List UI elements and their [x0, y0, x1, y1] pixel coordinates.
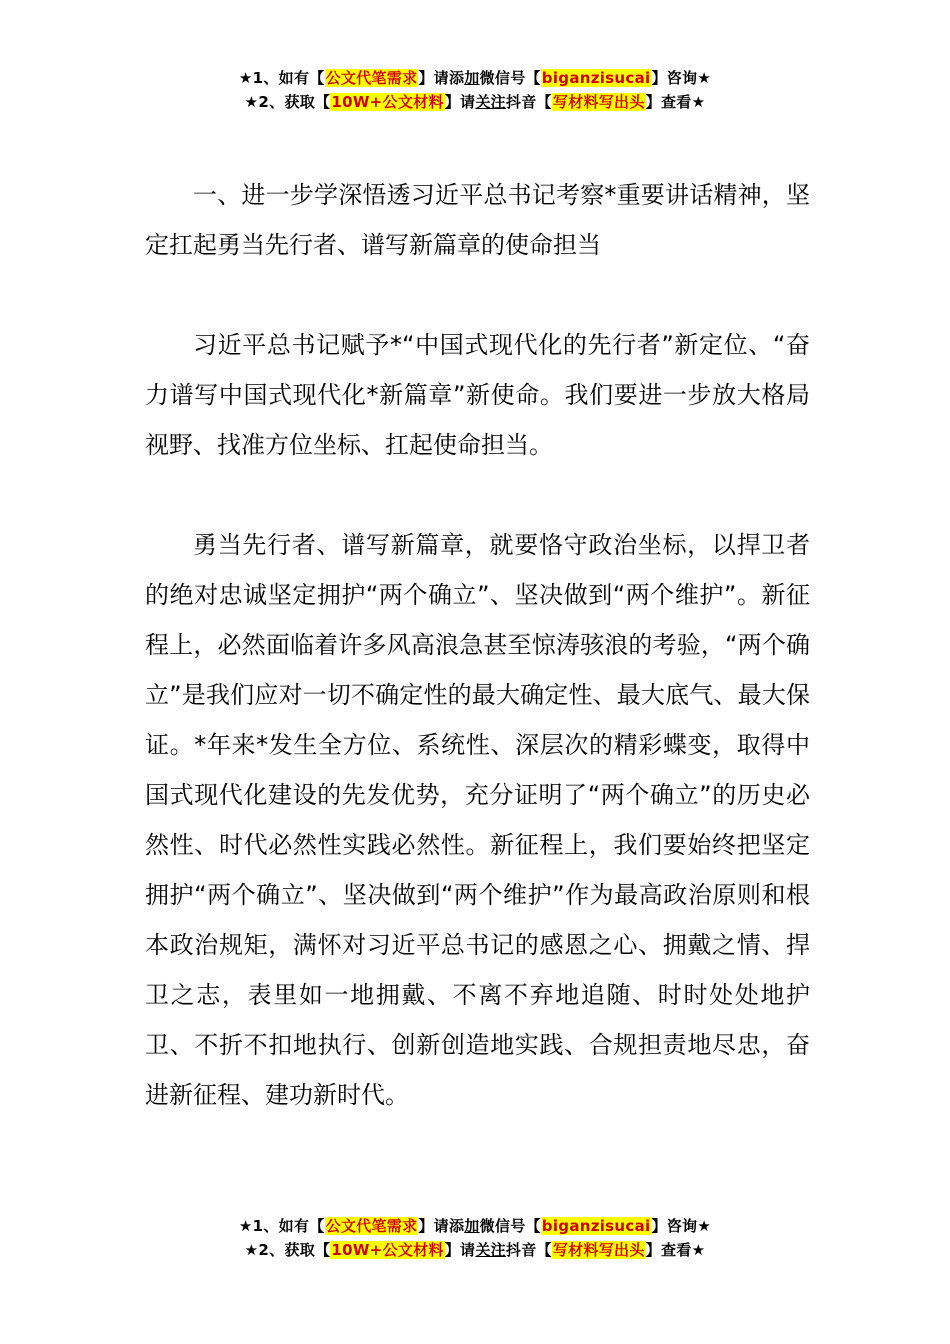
banner-text: 微信号【 [479, 1217, 541, 1235]
banner-highlight: 写材料写出头 [552, 93, 645, 111]
banner-underlined-text: 加 [464, 69, 480, 87]
banner-text: 】请添 [418, 1217, 465, 1235]
banner-text: 】请 [444, 1241, 476, 1259]
banner-underlined-text: 关注 [475, 93, 506, 111]
banner-text: 抖音【 [505, 93, 552, 111]
banner-text: ★2、获取【 [244, 1241, 331, 1259]
banner-text: 】请添 [418, 69, 465, 87]
banner-underlined-text: 关注 [475, 1241, 506, 1259]
banner-line-2 [0, 90, 950, 114]
header-banner [0, 66, 950, 114]
banner-text: 】咨询★ [651, 69, 712, 87]
banner-text: 】咨询★ [651, 1217, 712, 1235]
paragraph: 勇当先行者、谱写新篇章，就要恪守政治坐标，以捍卫者的绝对忠诚坚定拥护“两个确立”、坚决做到“两个维护”。新征程上，必然面临着许多风高浪急甚至惊涛骇浪的考验，“两个确立”是我们应对一切不确定性的最大确定性、最大底气、最大保证。*年来*发生全方位、系统性、深层次的精彩蝶变，取得中国式现代化建设的先发优势，充分证明了“两个确立”的历史必然性、时代必然性实践必然性。新征程上，我们要始终把坚定拥护“两个确立”、坚决做到“两个维护”作为最高政治原则和根本政治规矩，满怀对习近平总书记的感恩之心、拥戴之情、捍卫之志，表里如一地拥戴、不离不弃地追随、时时处处地护卫、不折不扣地执行、创新创造地实践、合规担责地尽忠，奋进新征程、建功新时代。 [145, 531, 810, 1109]
banner-highlight: 写材料写出头 [552, 1241, 645, 1259]
banner-underlined-text: 加 [464, 1217, 480, 1235]
footer-banner [0, 1214, 950, 1262]
document-body [145, 170, 810, 1120]
banner-text: 微信号【 [479, 69, 541, 87]
banner-text: ★1、如有【 [238, 69, 325, 87]
section-heading: 一、进一步学深悟透习近平总书记考察*重要讲话精神，坚定扛起勇当先行者、谱写新篇章的使命担当 [145, 181, 810, 259]
banner-text: ★1、如有【 [238, 1217, 325, 1235]
banner-line-1 [0, 66, 950, 90]
banner-highlight: 公文代笔需求 [325, 69, 418, 87]
banner-highlight: 10W+公文材料 [331, 1241, 444, 1259]
banner-highlight: 公文代笔需求 [325, 1217, 418, 1235]
banner-text: 抖音【 [505, 1241, 552, 1259]
banner-text: 】查看★ [645, 1241, 706, 1259]
banner-line-2 [0, 1238, 950, 1262]
banner-text: 】请 [444, 93, 476, 111]
banner-highlight: biganzisucai [541, 1217, 651, 1235]
banner-text: 】查看★ [645, 93, 706, 111]
banner-highlight: 10W+公文材料 [331, 93, 444, 111]
banner-highlight: biganzisucai [541, 69, 651, 87]
paragraph: 习近平总书记赋予*“中国式现代化的先行者”新定位、“奋力谱写中国式现代化*新篇章”新使命。我们要进一步放大格局视野、找准方位坐标、扛起使命担当。 [145, 331, 810, 459]
banner-text: ★2、获取【 [244, 93, 331, 111]
banner-line-1 [0, 1214, 950, 1238]
